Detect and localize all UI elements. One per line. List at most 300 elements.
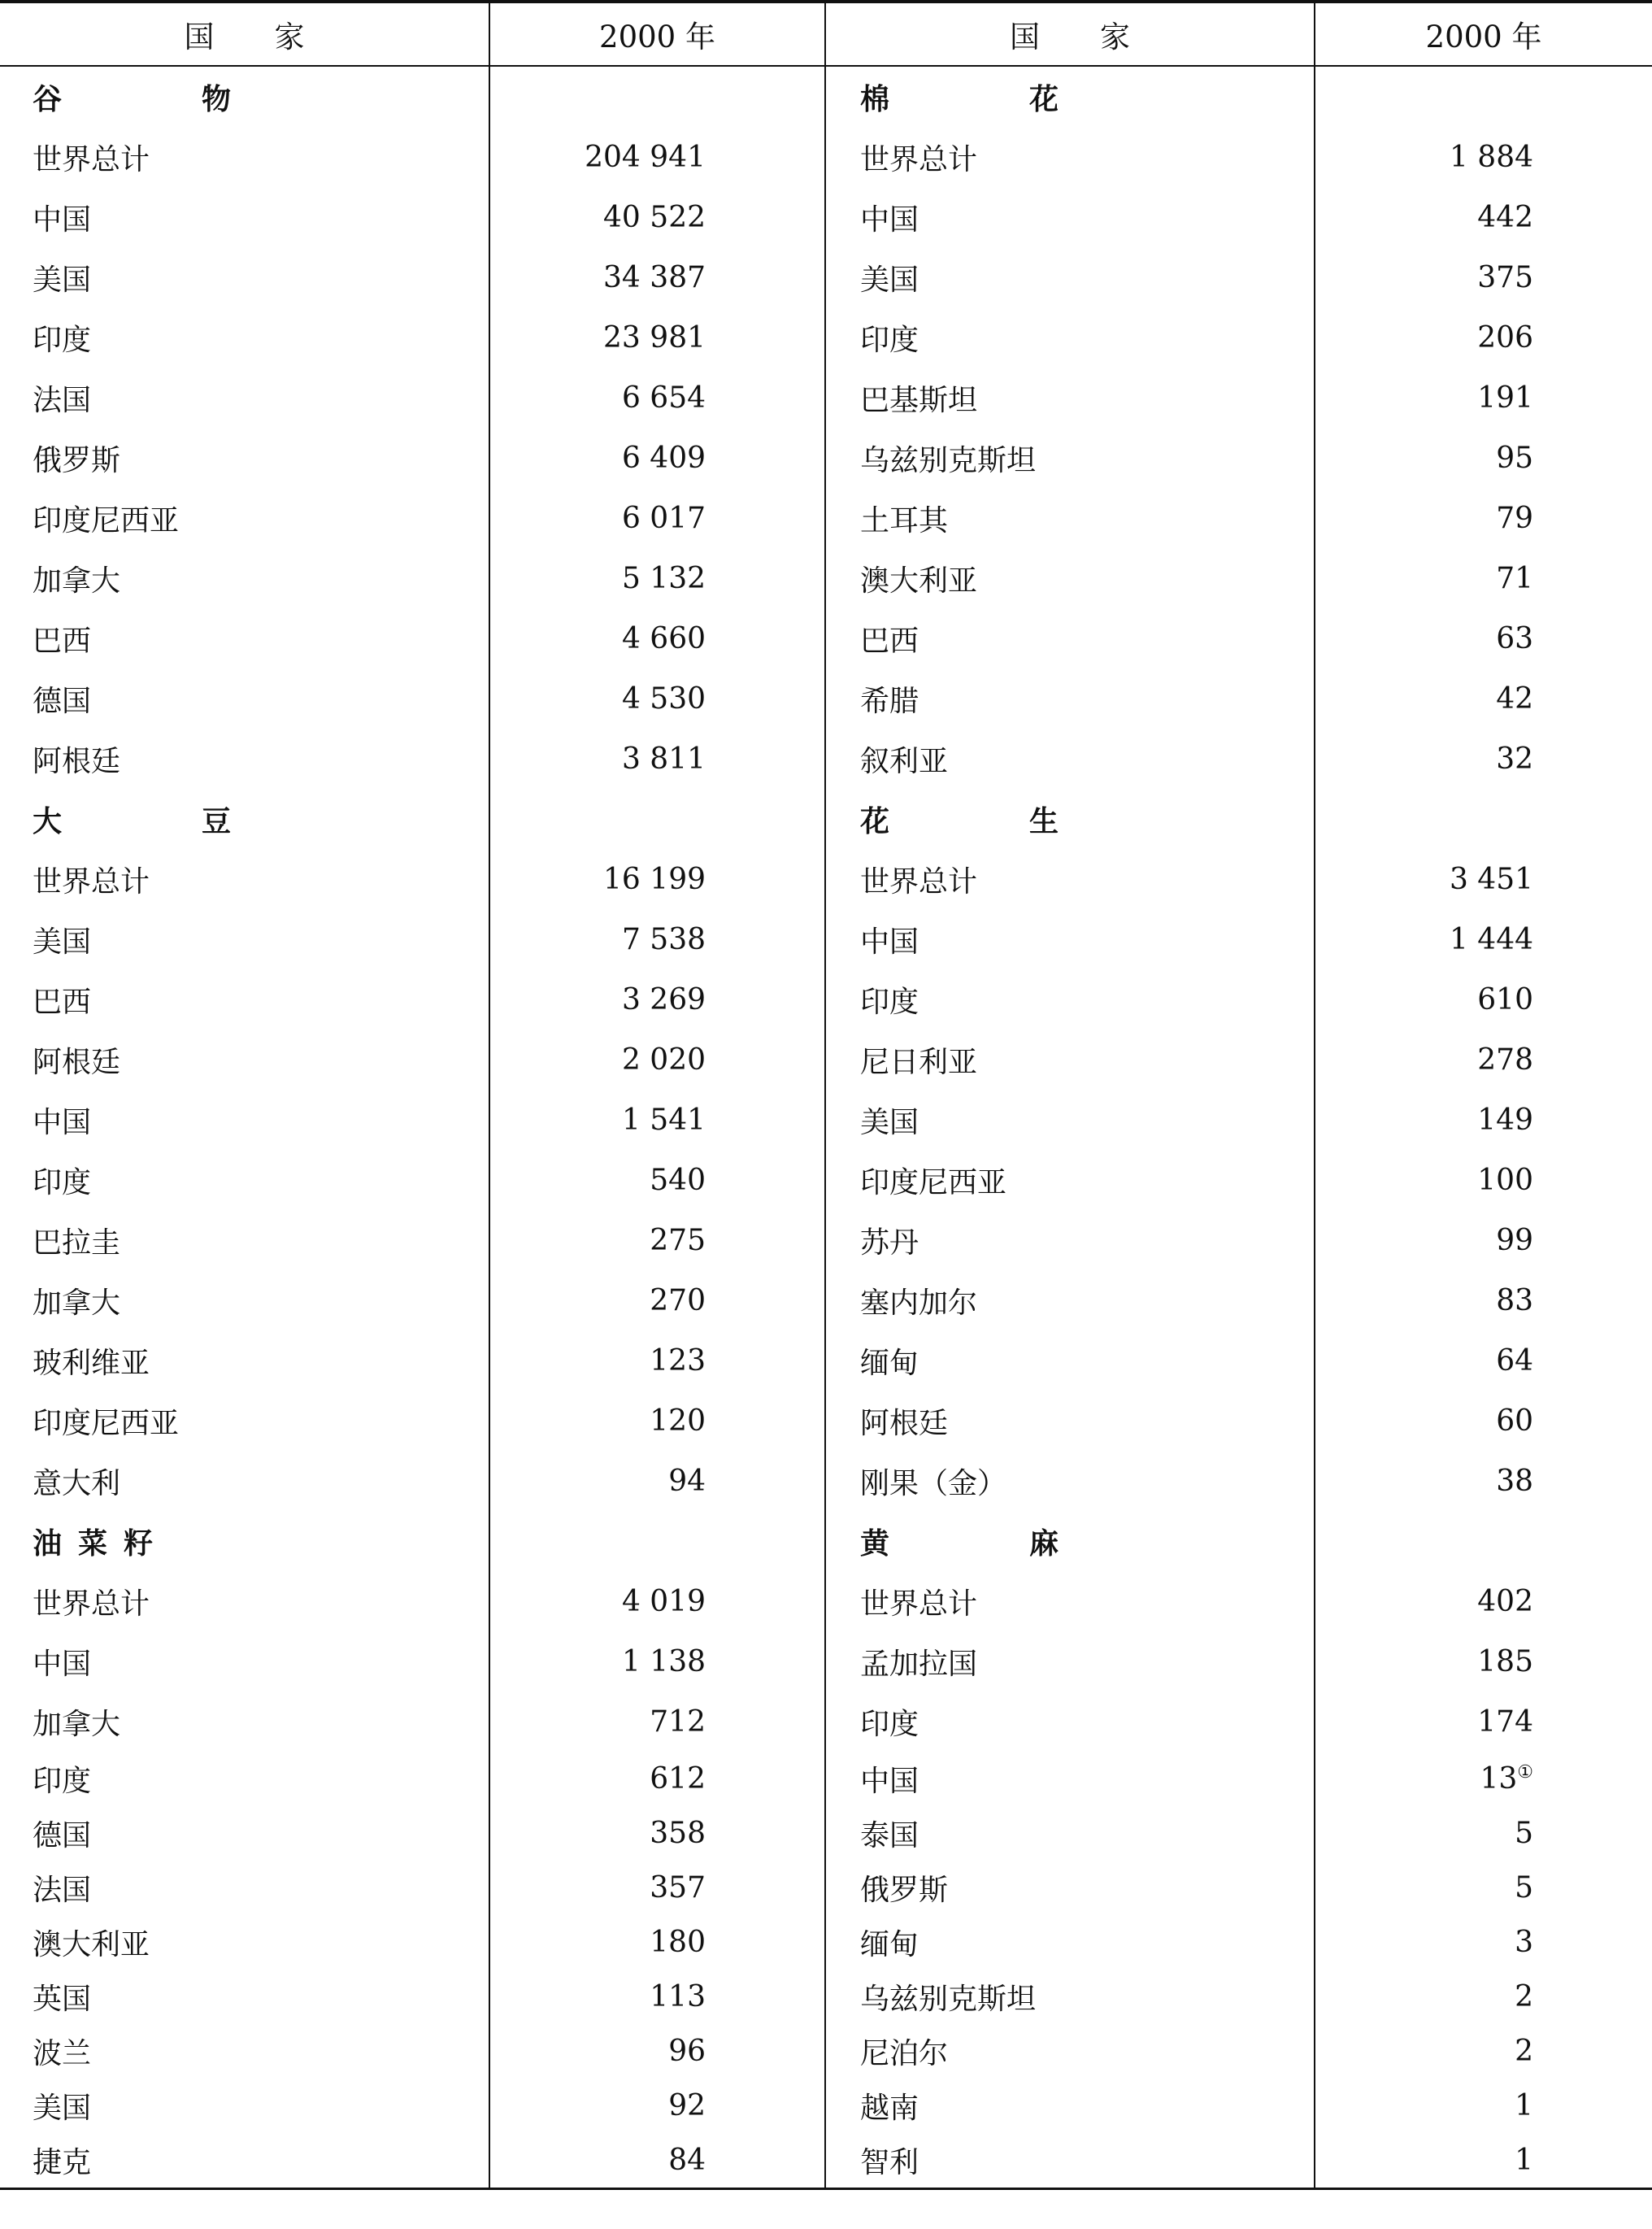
right-country-cell (825, 1752, 1315, 1806)
country-name: 巴西 (33, 985, 92, 1019)
left-country-cell (0, 1511, 489, 1571)
right-country-cell (825, 548, 1315, 608)
left-value-cell (489, 66, 825, 127)
country-name: 波兰 (33, 2037, 92, 2070)
right-value-cell (1315, 2024, 1652, 2079)
left-country-cell (0, 969, 489, 1030)
left-country-cell (0, 789, 489, 849)
right-value-cell (1315, 909, 1652, 969)
right-country-cell (825, 668, 1315, 729)
value: 38 (1496, 1464, 1533, 1498)
table-row (0, 608, 1652, 668)
table-row (0, 488, 1652, 548)
country-name: 美国 (33, 263, 92, 297)
value: 270 (650, 1283, 706, 1317)
section-heading: 油菜籽 (33, 1526, 170, 1561)
country-name: 越南 (860, 2092, 919, 2125)
right-country-cell (825, 909, 1315, 969)
left-country-cell (0, 909, 489, 969)
country-name: 智利 (860, 2146, 919, 2179)
country-name: 巴基斯坦 (860, 383, 978, 417)
right-country-cell (825, 1210, 1315, 1270)
value: 1 444 (1449, 922, 1533, 956)
right-value-cell (1315, 1330, 1652, 1391)
left-country-cell (0, 428, 489, 488)
right-country-cell (825, 789, 1315, 849)
table-row (0, 1691, 1652, 1752)
right-country-cell (825, 1511, 1315, 1571)
section-heading: 黄 麻 (860, 1526, 1115, 1561)
value: 63 (1496, 621, 1533, 655)
value: 60 (1496, 1404, 1533, 1438)
right-country-cell (825, 1631, 1315, 1691)
table-row (0, 1150, 1652, 1210)
country-name: 巴西 (33, 624, 92, 658)
table-row (0, 1752, 1652, 1806)
left-country-cell (0, 1970, 489, 2024)
left-value-cell (489, 1451, 825, 1511)
country-name: 中国 (860, 202, 919, 237)
value: 99 (1496, 1223, 1533, 1257)
table-row (0, 1571, 1652, 1631)
right-country-cell (825, 1571, 1315, 1631)
country-name: 印度 (860, 985, 919, 1019)
country-name: 印度尼西亚 (860, 1165, 1007, 1199)
right-value-cell (1315, 428, 1652, 488)
value: 2 (1515, 2035, 1533, 2068)
left-value-cell (489, 187, 825, 247)
left-country-cell (0, 1691, 489, 1752)
header-country-left: 国 家 (0, 2, 489, 66)
country-name: 德国 (33, 684, 92, 718)
value: 610 (1477, 982, 1533, 1017)
value: 120 (650, 1404, 706, 1438)
country-name: 缅甸 (860, 1346, 919, 1380)
right-country-cell (825, 1150, 1315, 1210)
left-country-cell (0, 729, 489, 789)
table-row (0, 1270, 1652, 1330)
value: 206 (1477, 320, 1533, 355)
table-row (0, 1915, 1652, 1970)
value: 84 (668, 2144, 706, 2177)
country-name: 澳大利亚 (860, 564, 978, 598)
country-name: 刚果（金） (860, 1466, 1007, 1500)
right-value-cell (1315, 1030, 1652, 1090)
country-name: 澳大利亚 (33, 1928, 150, 1961)
left-value-cell (489, 608, 825, 668)
right-country-cell (825, 1915, 1315, 1970)
value: 40 522 (603, 200, 706, 234)
country-name: 印度 (33, 1765, 92, 1798)
country-name: 阿根廷 (33, 744, 121, 778)
value: 3 (1515, 1926, 1533, 1959)
left-country-cell (0, 1391, 489, 1451)
right-country-cell (825, 1090, 1315, 1150)
country-name: 印度尼西亚 (33, 1406, 180, 1440)
country-name: 法国 (33, 1874, 92, 1907)
left-value-cell (489, 1571, 825, 1631)
left-value-cell (489, 789, 825, 849)
table-row (0, 2133, 1652, 2189)
right-value-cell (1315, 488, 1652, 548)
country-name: 世界总计 (33, 1587, 150, 1621)
right-value-cell (1315, 969, 1652, 1030)
value: 1 138 (621, 1644, 706, 1678)
left-value-cell (489, 1270, 825, 1330)
right-value-cell (1315, 1210, 1652, 1270)
value: 94 (668, 1464, 706, 1498)
table-row (0, 247, 1652, 307)
country-name: 希腊 (860, 684, 919, 718)
right-country-cell (825, 1451, 1315, 1511)
country-name: 玻利维亚 (33, 1346, 150, 1380)
value: 16 199 (603, 862, 706, 896)
left-country-cell (0, 1571, 489, 1631)
right-country-cell (825, 849, 1315, 909)
right-value-cell (1315, 1691, 1652, 1752)
right-value-cell (1315, 668, 1652, 729)
left-country-cell (0, 1150, 489, 1210)
value: 149 (1477, 1103, 1533, 1137)
value: 180 (650, 1926, 706, 1959)
right-country-cell (825, 127, 1315, 187)
value: 113 (650, 1980, 706, 2014)
value: 375 (1477, 260, 1533, 294)
value: 442 (1477, 200, 1533, 234)
value: 6 409 (621, 441, 706, 475)
value: 358 (650, 1817, 706, 1850)
table-row (0, 1090, 1652, 1150)
table-row (0, 1451, 1652, 1511)
value: 185 (1477, 1644, 1533, 1678)
right-value-cell (1315, 187, 1652, 247)
table-row (0, 548, 1652, 608)
value: 4 660 (621, 621, 706, 655)
right-country-cell (825, 2024, 1315, 2079)
left-value-cell (489, 1150, 825, 1210)
right-country-cell (825, 608, 1315, 668)
value: 540 (650, 1163, 706, 1197)
left-value-cell (489, 1511, 825, 1571)
right-value-cell (1315, 127, 1652, 187)
value: 95 (1496, 441, 1533, 475)
left-country-cell (0, 247, 489, 307)
value: 712 (650, 1704, 706, 1739)
country-name: 孟加拉国 (860, 1647, 978, 1681)
left-value-cell (489, 1752, 825, 1806)
header-country-right: 国 家 (825, 2, 1315, 66)
right-country-cell (825, 2079, 1315, 2133)
country-name: 美国 (860, 1105, 919, 1139)
country-name: 尼泊尔 (860, 2037, 949, 2070)
section-heading: 棉 花 (860, 82, 1115, 116)
country-name: 中国 (33, 202, 92, 237)
country-name: 俄罗斯 (33, 443, 121, 477)
value: 6 654 (621, 381, 706, 415)
left-value-cell (489, 849, 825, 909)
left-country-cell (0, 1631, 489, 1691)
left-country-cell (0, 307, 489, 368)
table-body (0, 66, 1652, 2189)
right-country-cell (825, 428, 1315, 488)
table-row (0, 2024, 1652, 2079)
value: 2 (1515, 1980, 1533, 2014)
value: 3 451 (1449, 862, 1533, 896)
table-row (0, 668, 1652, 729)
country-name: 塞内加尔 (860, 1286, 978, 1320)
left-country-cell (0, 127, 489, 187)
value: 3 811 (621, 742, 706, 776)
right-country-cell (825, 1970, 1315, 2024)
value: 64 (1496, 1343, 1533, 1378)
country-name: 德国 (33, 1819, 92, 1852)
country-name: 中国 (33, 1105, 92, 1139)
value: 100 (1477, 1163, 1533, 1197)
right-value-cell (1315, 1270, 1652, 1330)
footnote-marker: ① (1517, 1762, 1533, 1783)
left-country-cell (0, 488, 489, 548)
left-country-cell (0, 668, 489, 729)
country-name: 缅甸 (860, 1928, 919, 1961)
value: 357 (650, 1871, 706, 1905)
country-name: 英国 (33, 1983, 92, 2016)
country-name: 中国 (33, 1647, 92, 1681)
left-value-cell (489, 1030, 825, 1090)
right-value-cell (1315, 1571, 1652, 1631)
right-country-cell (825, 488, 1315, 548)
left-value-cell (489, 488, 825, 548)
right-country-cell (825, 1861, 1315, 1915)
left-value-cell (489, 1631, 825, 1691)
table-row (0, 1806, 1652, 1861)
right-country-cell (825, 729, 1315, 789)
value: 402 (1477, 1584, 1533, 1618)
value: 92 (668, 2089, 706, 2122)
table-row (0, 789, 1652, 849)
country-name: 世界总计 (33, 142, 150, 176)
value: 612 (650, 1762, 706, 1796)
right-value-cell (1315, 1915, 1652, 1970)
country-name: 印度 (860, 323, 919, 357)
table-row (0, 1970, 1652, 2024)
value: 79 (1496, 501, 1533, 535)
value: 42 (1496, 681, 1533, 716)
value: 13 (1480, 1762, 1518, 1796)
header-year-left: 2000 年 (489, 2, 825, 66)
table-row (0, 66, 1652, 127)
country-name: 中国 (860, 925, 919, 959)
country-name: 阿根廷 (33, 1045, 121, 1079)
right-value-cell (1315, 247, 1652, 307)
right-value-cell (1315, 729, 1652, 789)
country-name: 印度 (33, 1165, 92, 1199)
country-name: 捷克 (33, 2146, 92, 2179)
table-row (0, 307, 1652, 368)
country-name: 世界总计 (860, 142, 978, 176)
right-value-cell (1315, 307, 1652, 368)
country-name: 世界总计 (860, 864, 978, 899)
right-country-cell (825, 1270, 1315, 1330)
left-country-cell (0, 849, 489, 909)
value: 204 941 (585, 140, 706, 174)
country-name: 乌兹别克斯坦 (860, 443, 1037, 477)
left-country-cell (0, 66, 489, 127)
right-country-cell (825, 2133, 1315, 2189)
left-value-cell (489, 1391, 825, 1451)
country-name: 印度 (860, 1707, 919, 1741)
right-value-cell (1315, 368, 1652, 428)
country-name: 美国 (860, 263, 919, 297)
left-value-cell (489, 2079, 825, 2133)
left-country-cell (0, 1806, 489, 1861)
left-country-cell (0, 1270, 489, 1330)
right-value-cell (1315, 1806, 1652, 1861)
right-country-cell (825, 1330, 1315, 1391)
left-country-cell (0, 1330, 489, 1391)
left-value-cell (489, 1861, 825, 1915)
table-row (0, 849, 1652, 909)
right-value-cell (1315, 849, 1652, 909)
value: 5 (1515, 1817, 1533, 1850)
country-name: 加拿大 (33, 1286, 121, 1320)
right-value-cell (1315, 1511, 1652, 1571)
left-country-cell (0, 1752, 489, 1806)
left-value-cell (489, 729, 825, 789)
right-value-cell (1315, 789, 1652, 849)
left-country-cell (0, 1090, 489, 1150)
table-row (0, 909, 1652, 969)
table-header-row (0, 2, 1652, 66)
left-country-cell (0, 1030, 489, 1090)
value: 32 (1496, 742, 1533, 776)
right-country-cell (825, 1391, 1315, 1451)
value: 191 (1477, 381, 1533, 415)
right-value-cell (1315, 1090, 1652, 1150)
country-name: 印度 (33, 323, 92, 357)
left-value-cell (489, 428, 825, 488)
left-value-cell (489, 2024, 825, 2079)
country-name: 泰国 (860, 1819, 919, 1852)
value: 1 (1515, 2089, 1533, 2122)
value: 1 884 (1449, 140, 1533, 174)
left-country-cell (0, 1451, 489, 1511)
table-row (0, 127, 1652, 187)
left-country-cell (0, 187, 489, 247)
right-country-cell (825, 307, 1315, 368)
table-row (0, 1030, 1652, 1090)
right-country-cell (825, 187, 1315, 247)
left-value-cell (489, 668, 825, 729)
table-row (0, 2079, 1652, 2133)
country-name: 加拿大 (33, 1707, 121, 1741)
left-value-cell (489, 1090, 825, 1150)
left-value-cell (489, 1806, 825, 1861)
country-name: 俄罗斯 (860, 1874, 949, 1907)
right-value-cell (1315, 2133, 1652, 2189)
country-name: 苏丹 (860, 1226, 919, 1260)
left-value-cell (489, 307, 825, 368)
left-value-cell (489, 969, 825, 1030)
table-row (0, 1631, 1652, 1691)
section-heading: 大 豆 (33, 804, 287, 838)
right-value-cell (1315, 2079, 1652, 2133)
country-name: 阿根廷 (860, 1406, 949, 1440)
table-row (0, 428, 1652, 488)
table-row (0, 1391, 1652, 1451)
section-heading: 谷 物 (33, 82, 287, 116)
right-value-cell (1315, 1150, 1652, 1210)
header-year-right: 2000 年 (1315, 2, 1652, 66)
left-value-cell (489, 2133, 825, 2189)
left-country-cell (0, 1915, 489, 1970)
table-row (0, 1861, 1652, 1915)
left-value-cell (489, 548, 825, 608)
left-country-cell (0, 2024, 489, 2079)
section-heading: 花 生 (860, 804, 1115, 838)
right-value-cell (1315, 1752, 1652, 1806)
right-value-cell (1315, 1861, 1652, 1915)
country-name: 中国 (860, 1765, 919, 1798)
table-row (0, 1511, 1652, 1571)
left-country-cell (0, 368, 489, 428)
value: 34 387 (603, 260, 706, 294)
value: 4 019 (621, 1584, 706, 1618)
left-value-cell (489, 1330, 825, 1391)
right-value-cell (1315, 1631, 1652, 1691)
left-country-cell (0, 2133, 489, 2189)
left-value-cell (489, 909, 825, 969)
left-country-cell (0, 608, 489, 668)
country-name: 巴西 (860, 624, 919, 658)
value: 3 269 (621, 982, 706, 1017)
right-value-cell (1315, 66, 1652, 127)
country-name: 尼日利亚 (860, 1045, 978, 1079)
right-value-cell (1315, 1451, 1652, 1511)
table-row (0, 1330, 1652, 1391)
left-value-cell (489, 1915, 825, 1970)
value: 1 (1515, 2144, 1533, 2177)
country-name: 土耳其 (860, 503, 949, 538)
value: 23 981 (603, 320, 706, 355)
value: 5 132 (621, 561, 706, 595)
value: 1 541 (621, 1103, 706, 1137)
value: 71 (1496, 561, 1533, 595)
country-name: 美国 (33, 925, 92, 959)
table-row (0, 729, 1652, 789)
left-country-cell (0, 1210, 489, 1270)
country-name: 巴拉圭 (33, 1226, 121, 1260)
right-country-cell (825, 1691, 1315, 1752)
value: 275 (650, 1223, 706, 1257)
right-country-cell (825, 969, 1315, 1030)
right-country-cell (825, 66, 1315, 127)
value: 123 (650, 1343, 706, 1378)
value: 5 (1515, 1871, 1533, 1905)
left-value-cell (489, 1970, 825, 2024)
right-country-cell (825, 1030, 1315, 1090)
right-value-cell (1315, 1391, 1652, 1451)
right-value-cell (1315, 548, 1652, 608)
country-name: 加拿大 (33, 564, 121, 598)
value: 174 (1477, 1704, 1533, 1739)
table-row (0, 969, 1652, 1030)
left-country-cell (0, 548, 489, 608)
country-name: 法国 (33, 383, 92, 417)
left-country-cell (0, 1861, 489, 1915)
left-value-cell (489, 127, 825, 187)
left-value-cell (489, 247, 825, 307)
country-name: 世界总计 (860, 1587, 978, 1621)
